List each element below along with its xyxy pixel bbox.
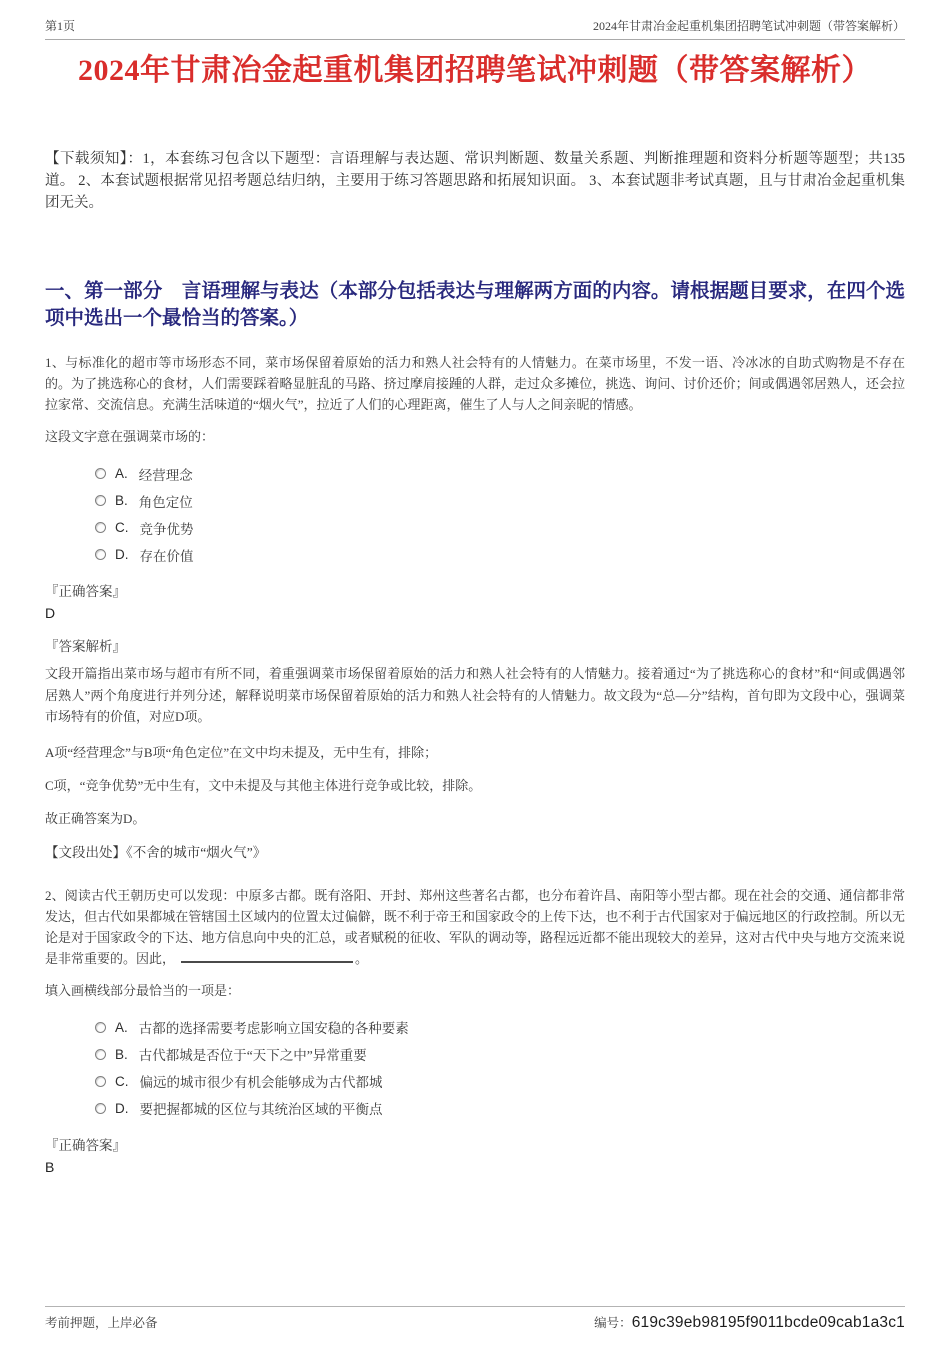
header-doc-title: 2024年甘肃冶金起重机集团招聘笔试冲刺题（带答案解析） (592, 19, 905, 33)
page-header (45, 17, 905, 40)
option-row-a[interactable] (95, 1014, 905, 1041)
option-radio[interactable] (95, 468, 106, 479)
option-letter: A. (115, 466, 128, 481)
correct-answer-value: D (45, 605, 56, 621)
option-text: 要把握都城的区位与其统治区域的平衡点 (139, 1102, 383, 1117)
option-row-b[interactable] (95, 1041, 905, 1068)
option-letter: D. (115, 547, 129, 562)
question-2-text-after-blank: 。 (355, 950, 369, 966)
option-row-d[interactable] (95, 541, 905, 568)
question-2-text-before-blank: 2、阅读古代王朝历史可以发现：中原多古都。既有洛阳、开封、郑州这些著名古都，也分布着许昌、南阳等小型古都。现在社会的交通、通信都非常发达，但古代如果都城在管辖国土区域内的位置太过偏僻，既不利于帝王和国家政令的上传下达，也不利于古代国家对于偏远地区的行政控制。所以无论是对于国家政令的下达、地方信息向中央的汇总，或者赋税的征收、军队的调动等，路程远近都不能出现较大的差异，这对古代中央与地方交流来说是非常重要的。因此， (45, 887, 905, 966)
section-heading: 一、第一部分 言语理解与表达（本部分包括表达与理解两方面的内容。请根据题目要求，在四个选项中选出一个最恰当的答案。） (45, 281, 905, 329)
question-1 (45, 352, 905, 861)
option-text: 存在价值 (139, 548, 194, 564)
page-number: 第1页 (45, 19, 76, 33)
option-row-d[interactable] (95, 1095, 905, 1122)
question-2-text (45, 885, 905, 969)
option-letter: B. (115, 1046, 128, 1062)
question-1-prompt: 这段文字意在强调菜市场的： (45, 429, 215, 444)
document-title: 2024年甘肃冶金起重机集团招聘笔试冲刺题（带答案解析） (78, 54, 872, 87)
option-radio[interactable] (95, 549, 106, 560)
passage-source: 【文段出处】《不舍的城市“烟火气”》 (45, 844, 267, 860)
question-1-options (95, 460, 905, 568)
option-letter: C. (115, 1073, 129, 1089)
option-radio[interactable] (95, 1103, 106, 1114)
option-letter: C. (115, 520, 129, 535)
option-radio[interactable] (95, 1022, 106, 1033)
download-notice: 【下载须知】：1，本套练习包含以下题型：言语理解与表达题、常识判断题、数量关系题、判断推理题和资料分析题等题型；共135道。 2、本套试题根据常见招考题总结归纳，主要用于练习答题思路和拓展知识面。 3、本套试题非考试真题，且与甘肃冶金起重机集团无关。 (45, 151, 905, 211)
option-text: 古代都城是否位于“天下之中”异常重要 (138, 1048, 367, 1063)
option-radio[interactable] (95, 1049, 106, 1060)
analysis-exclusion-ab: A项“经营理念”与B项“角色定位”在文中均未提及，无中生有，排除； (45, 744, 438, 760)
question-1-text: 1、与标准化的超市等市场形态不同，菜市场保留着原始的活力和熟人社会特有的人情魅力。在菜市场里，不发一语、冷冰冰的自助式购物是不存在的。为了挑选称心的食材，人们需要踩着略显脏乱的马路、挤过摩肩接踵的人群，走过众多摊位，挑选、询问、讨价还价；间或偶遇邻居熟人，还会拉拉家常、交流信息。充满生活味道的“烟火气”，拉近了人们的心理距离，催生了人与人之间亲昵的情感。 (45, 355, 905, 412)
question-2-options (95, 1014, 905, 1122)
option-radio[interactable] (95, 1076, 106, 1087)
option-text: 角色定位 (138, 494, 193, 510)
analysis-paragraph: 文段开篇指出菜市场与超市有所不同，着重强调菜市场保留着原始的活力和熟人社会特有的人情魅力。接着通过“为了挑选称心的食材”和“间或偶遇邻居熟人”两个角度进行并列分述，解释说明菜市场保留着原始的活力和熟人社会特有的人情魅力。故文段为“总—分”结构，首句即为文段中心，强调菜市场特有的价值，对应D项。 (45, 666, 905, 724)
option-row-c[interactable] (95, 514, 905, 541)
blank-underline (181, 948, 353, 962)
option-letter: D. (115, 1100, 129, 1116)
footer-code-group (594, 1313, 905, 1332)
analysis-exclusion-c: C项，“竞争优势”无中生有，文中未提及与其他主体进行竞争或比较，排除。 (45, 777, 482, 793)
analysis-conclusion: 故正确答案为D。 (45, 810, 146, 826)
option-text: 竞争优势 (139, 521, 194, 537)
option-row-c[interactable] (95, 1068, 905, 1095)
option-radio[interactable] (95, 522, 106, 533)
option-row-b[interactable] (95, 487, 905, 514)
analysis-label: 『答案解析』 (45, 639, 126, 654)
correct-answer-value: B (45, 1158, 55, 1175)
footer-slogan: 考前押题，上岸必备 (45, 1316, 158, 1330)
option-letter: B. (115, 493, 128, 508)
footer-code: 619c39eb98195f9011bcde09cab1a3c1 (631, 1314, 905, 1331)
option-text: 古都的选择需要考虑影响立国安稳的各种要素 (138, 1021, 409, 1036)
correct-answer-label: 『正确答案』 (45, 584, 126, 599)
page-footer (45, 1306, 905, 1332)
option-radio[interactable] (95, 495, 106, 506)
correct-answer-label: 『正确答案』 (45, 1137, 126, 1153)
option-row-a[interactable] (95, 460, 905, 487)
option-text: 偏远的城市很少有机会能够成为古代都城 (139, 1075, 383, 1090)
footer-code-label: 编号： (594, 1316, 632, 1330)
question-2-prompt: 填入画横线部分最恰当的一项是： (45, 982, 241, 998)
option-text: 经营理念 (138, 467, 193, 483)
question-2 (45, 885, 905, 1177)
option-letter: A. (115, 1019, 128, 1035)
